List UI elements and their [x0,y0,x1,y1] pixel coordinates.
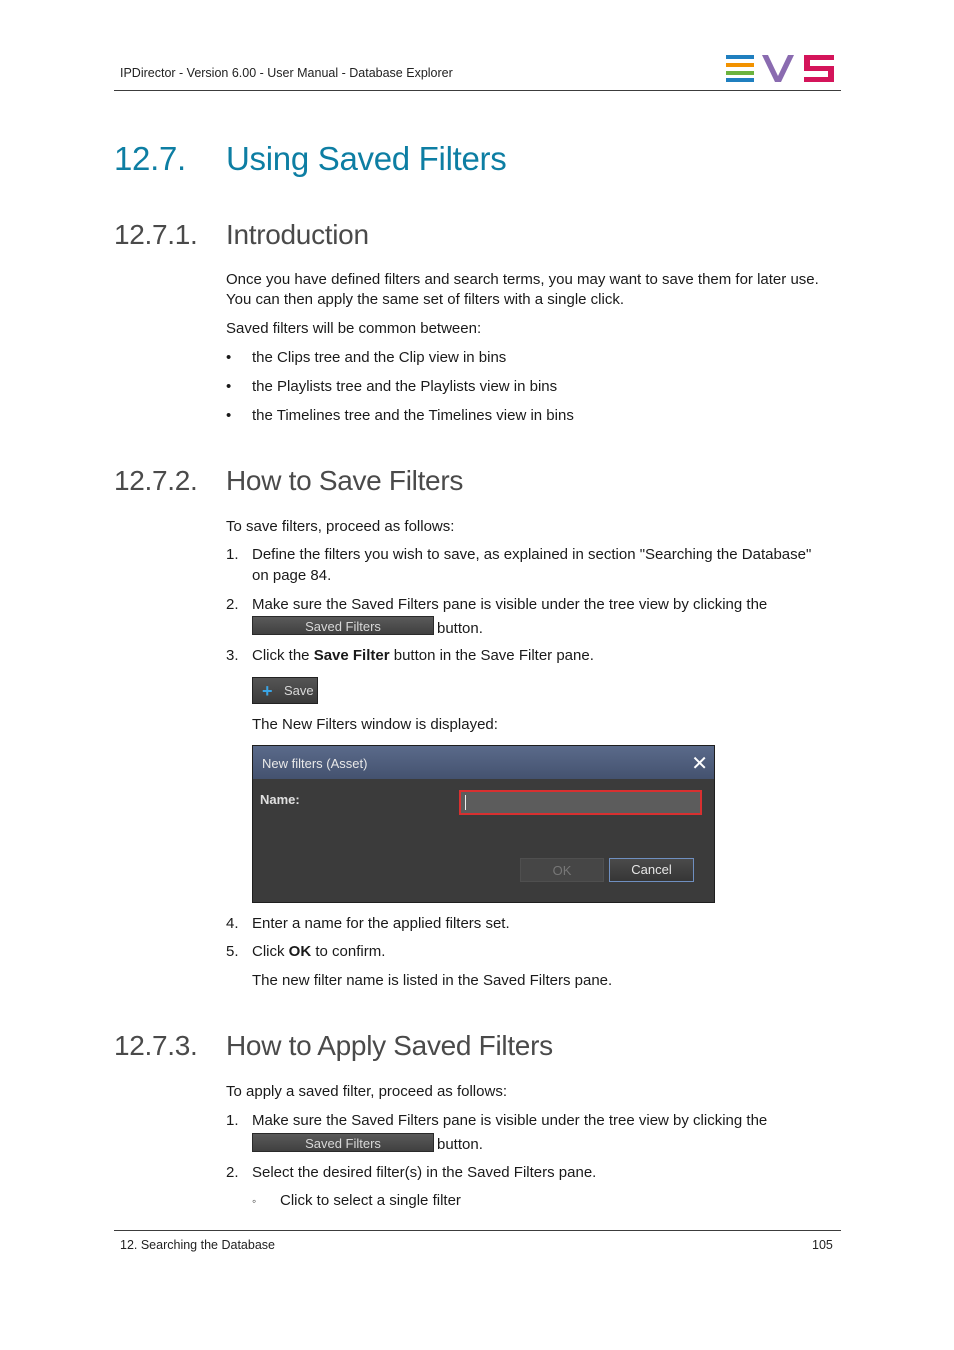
intro-number: 12.7.1. [114,219,198,250]
save-step4: Enter a name for the applied filters set. [252,915,510,932]
step-number: 5. [226,943,239,960]
save-title: How to Save Filters [226,465,464,496]
list-item: the Clips tree and the Clip view in bins [252,349,507,366]
step-number: 1. [226,1112,239,1129]
saved-filters-button[interactable]: Saved Filters [252,1133,434,1152]
evs-logo-icon [726,54,834,82]
dialog-title: New filters (Asset) [262,756,368,771]
new-filters-caption: The New Filters window is displayed: [252,716,498,733]
save-step2-line1: Make sure the Saved Filters pane is visible under the tree view by clicking the [252,596,768,613]
step-number: 1. [226,546,239,563]
footer-rule [114,1230,841,1231]
apply-step2: Select the desired filter(s) in the Saved Filters pane. [252,1164,597,1181]
text-caret [465,795,466,810]
apply-title: How to Apply Saved Filters [226,1030,553,1061]
new-filters-dialog [252,745,715,903]
close-icon[interactable]: ✕ [691,753,708,775]
apply-number: 12.7.3. [114,1030,198,1061]
cancel-button[interactable]: Cancel [609,858,694,882]
save-step3 [252,646,594,666]
bullet-mark: • [226,349,232,366]
save-lead: To save filters, proceed as follows: [226,518,455,535]
footer-chapter: 12. Searching the Database [120,1238,275,1252]
list-item: the Timelines tree and the Timelines view in bins [252,407,574,424]
save-step1-line2: on page 84. [252,567,332,584]
bullet-mark: • [226,407,232,424]
page-number: 105 [812,1238,833,1252]
intro-para1-line2: You can then apply the same set of filters with a single click. [226,291,624,308]
intro-para2: Saved filters will be common between: [226,320,482,337]
apply-step1-line1: Make sure the Saved Filters pane is visible under the tree view by clicking the [252,1112,768,1129]
step3-bold: Save Filter [313,647,390,664]
sub-bullet-mark: ◦ [252,1194,257,1208]
save-step1-line1: Define the filters you wish to save, as explained in section "Searching the Database" [252,546,812,563]
dialog-title-bar [253,746,714,779]
step5-post: to confirm. [311,943,386,960]
save-step2-after: button. [437,620,483,637]
step3-post: button in the Save Filter pane. [389,647,594,664]
save-result: The new filter name is listed in the Saved Filters pane. [252,972,613,989]
step-number: 2. [226,596,239,613]
intro-title: Introduction [226,219,369,250]
saved-filters-button[interactable]: Saved Filters [252,616,434,635]
list-item: the Playlists tree and the Playlists view in bins [252,378,558,395]
section-title: Using Saved Filters [226,140,507,177]
save-filter-button[interactable] [252,677,318,704]
step-number: 4. [226,915,239,932]
bullet-mark: • [226,378,232,395]
name-input[interactable] [459,790,702,815]
apply-lead: To apply a saved filter, proceed as follows: [226,1083,507,1100]
save-step5 [252,942,385,962]
header-title: IPDirector - Version 6.00 - User Manual - Database Explorer [120,66,453,80]
apply-step1-after: button. [437,1136,483,1153]
apply-sub1: Click to select a single filter [280,1192,461,1209]
step-number: 2. [226,1164,239,1181]
header-rule [114,90,841,91]
step3-pre: Click the [252,647,314,664]
name-label: Name: [260,792,300,807]
section-number: 12.7. [114,140,186,177]
intro-para1-line1: Once you have defined filters and search terms, you may want to save them for later use. [226,271,819,288]
plus-icon: + [262,681,273,701]
save-number: 12.7.2. [114,465,198,496]
step-number: 3. [226,647,239,664]
step5-bold: OK [288,943,312,960]
step5-pre: Click [252,943,289,960]
save-button-label: Save [284,683,314,698]
ok-button[interactable]: OK [520,858,604,882]
